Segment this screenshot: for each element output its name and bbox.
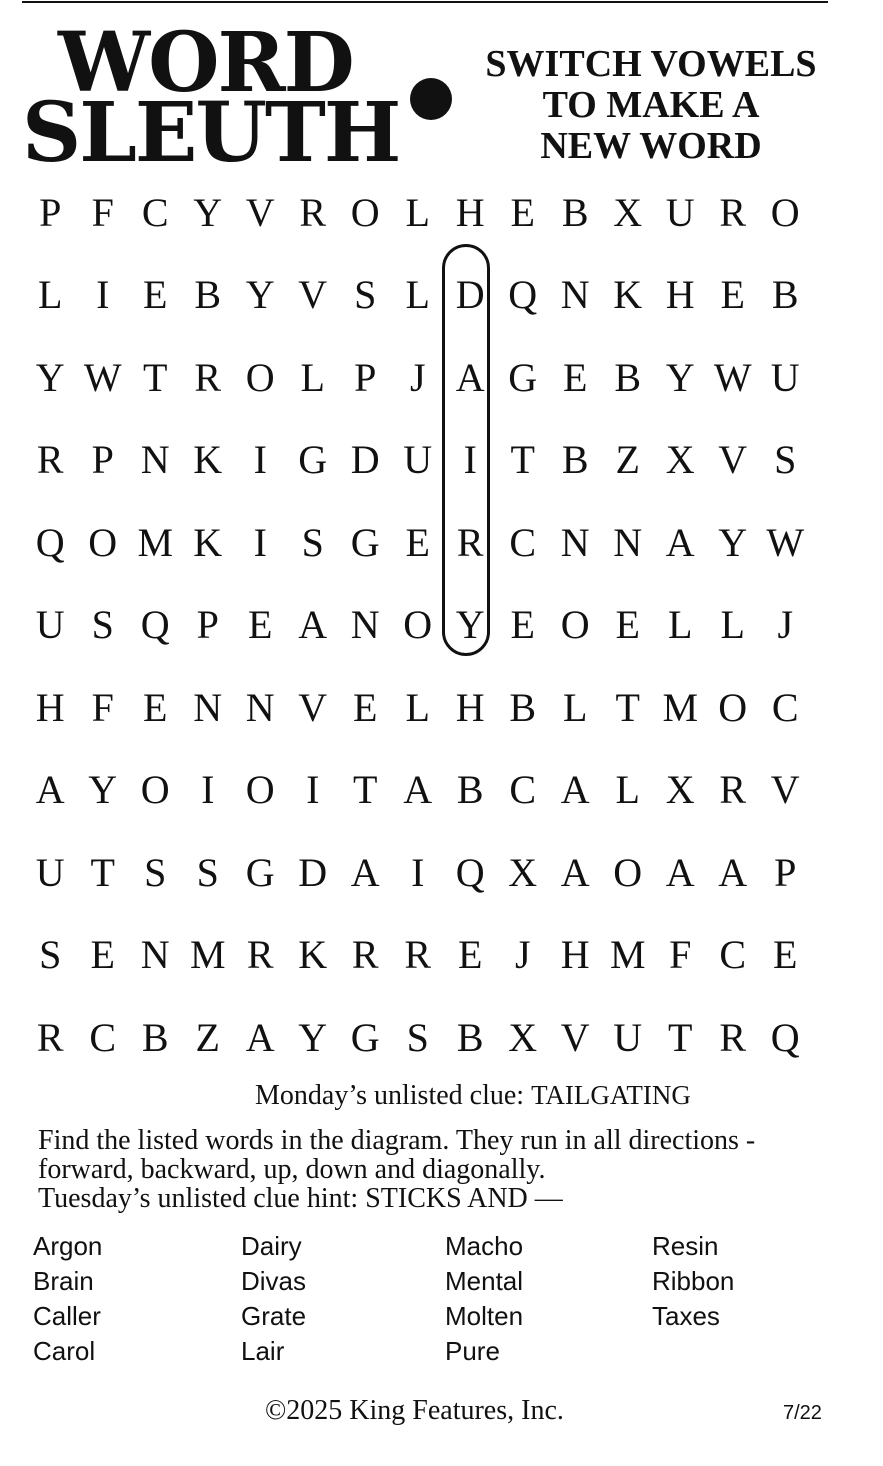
grid-letter[interactable]: O	[560, 602, 590, 647]
word-list-item: Mental	[445, 1266, 524, 1296]
grid-letter[interactable]: O	[770, 189, 800, 235]
grid-letter[interactable]: W	[83, 354, 122, 400]
grid-letter[interactable]: I	[201, 767, 215, 812]
grid-letter[interactable]: I	[253, 437, 267, 482]
grid-letter[interactable]: J	[409, 354, 426, 400]
word-list-item: Grate	[241, 1301, 307, 1331]
grid-letter[interactable]: E	[563, 354, 588, 400]
grid-letter[interactable]: S	[196, 849, 219, 895]
word-list-item: Dairy	[241, 1231, 302, 1261]
instructions-line: forward, backward, up, down and diagonally.	[38, 1154, 546, 1185]
grid-letter[interactable]: C	[141, 189, 169, 235]
grid-letter[interactable]: Q	[455, 849, 485, 895]
grid-letter[interactable]: X	[613, 189, 643, 235]
word-list-item: Caller	[33, 1301, 101, 1331]
grid-letter[interactable]: S	[354, 272, 377, 317]
grid-letter[interactable]: N	[560, 519, 590, 565]
grid-letter[interactable]: E	[405, 519, 430, 565]
grid-letter[interactable]: U	[665, 189, 695, 235]
grid-row	[24, 434, 812, 517]
logo-sleuth: SLEUTH	[22, 85, 400, 181]
monday-clue-answer: TAILGATING	[531, 1080, 691, 1110]
grid-letter[interactable]: C	[509, 767, 537, 812]
grid-letter[interactable]: B	[456, 767, 484, 812]
grid-letter[interactable]: O	[88, 519, 118, 565]
grid-letter[interactable]: R	[404, 932, 432, 977]
grid-letter[interactable]: P	[774, 849, 797, 895]
grid-letter[interactable]: K	[298, 932, 328, 977]
grid-letter[interactable]: X	[508, 849, 538, 895]
grid-letter[interactable]: Y	[455, 602, 485, 647]
grid-letter[interactable]: B	[614, 354, 642, 400]
word-list-item: Molten	[445, 1301, 524, 1331]
grid-letter[interactable]: R	[299, 189, 327, 235]
grid-letter[interactable]: R	[36, 1014, 64, 1060]
monday-clue	[255, 1080, 691, 1112]
grid-letter[interactable]: D	[455, 272, 485, 317]
grid-letter[interactable]: C	[719, 932, 747, 977]
grid-letter[interactable]: S	[301, 519, 324, 565]
instructions-line: Find the listed words in the diagram. They run in all directions -	[38, 1125, 756, 1156]
grid-letter[interactable]: T	[143, 354, 168, 400]
grid-letter[interactable]: E	[143, 272, 168, 317]
instructions	[38, 1126, 755, 1213]
word-column	[241, 1229, 445, 1369]
word-column	[33, 1229, 241, 1369]
grid-letter[interactable]: I	[306, 767, 320, 812]
grid-letter[interactable]: R	[351, 932, 379, 977]
grid-letter[interactable]: D	[298, 849, 328, 895]
grid-letter[interactable]: T	[615, 684, 640, 730]
logo-word: WORD	[58, 15, 353, 111]
grid-letter[interactable]: B	[771, 272, 799, 317]
grid-letter[interactable]: J	[514, 932, 531, 977]
grid-row	[24, 929, 812, 1012]
grid-letter[interactable]: L	[668, 602, 693, 647]
grid-letter[interactable]: T	[353, 767, 378, 812]
grid-letter[interactable]: E	[773, 932, 798, 977]
grid-letter[interactable]: V	[718, 437, 748, 482]
grid-letter[interactable]: Y	[88, 767, 118, 812]
grid-letter[interactable]: U	[35, 602, 65, 647]
word-list-item: Taxes	[652, 1301, 720, 1331]
grid-letter[interactable]: H	[560, 932, 590, 977]
grid-letter[interactable]: A	[298, 602, 328, 647]
grid-letter[interactable]: E	[510, 189, 535, 235]
grid-letter[interactable]: W	[766, 519, 805, 565]
word-list-item: Brain	[33, 1266, 94, 1296]
grid-letter[interactable]: O	[350, 189, 380, 235]
grid-letter[interactable]: E	[720, 272, 745, 317]
grid-letter[interactable]: M	[609, 932, 646, 977]
grid-letter[interactable]: V	[298, 684, 328, 730]
grid-letter[interactable]: T	[90, 849, 115, 895]
grid-letter[interactable]: G	[245, 849, 275, 895]
grid-letter[interactable]: E	[248, 602, 273, 647]
grid-letter[interactable]: R	[719, 1014, 747, 1060]
grid-letter[interactable]: P	[39, 189, 62, 235]
letter-grid	[24, 186, 812, 1094]
grid-letter[interactable]: A	[245, 1014, 275, 1060]
grid-letter[interactable]: N	[560, 272, 590, 317]
grid-letter[interactable]: Z	[195, 1014, 220, 1060]
grid-letter[interactable]: S	[406, 1014, 429, 1060]
grid-letter[interactable]: Z	[615, 437, 640, 482]
grid-letter[interactable]: I	[411, 849, 425, 895]
grid-letter[interactable]: L	[405, 684, 430, 730]
grid-letter[interactable]: R	[246, 932, 274, 977]
grid-letter[interactable]: W	[713, 354, 752, 400]
grid-letter[interactable]: J	[777, 602, 794, 647]
grid-letter[interactable]: Q	[140, 602, 170, 647]
grid-letter[interactable]: L	[720, 602, 745, 647]
grid-letter[interactable]: X	[508, 1014, 538, 1060]
word-sleuth-logo	[22, 15, 400, 181]
grid-letter[interactable]: K	[613, 272, 643, 317]
grid-row	[24, 764, 812, 847]
grid-letter[interactable]: O	[403, 602, 433, 647]
grid-letter[interactable]: Y	[35, 354, 65, 400]
bullet-dot	[410, 78, 452, 120]
grid-letter[interactable]: R	[36, 437, 64, 482]
word-list-item: Ribbon	[652, 1266, 735, 1296]
grid-letter[interactable]: N	[140, 932, 170, 977]
grid-letter[interactable]: G	[298, 437, 328, 482]
grid-letter[interactable]: S	[91, 602, 114, 647]
monday-clue-label: Monday’s unlisted clue:	[255, 1080, 525, 1111]
grid-letter[interactable]: B	[456, 1014, 484, 1060]
word-column	[445, 1229, 652, 1369]
grid-row	[24, 351, 812, 434]
grid-letter[interactable]: A	[455, 354, 485, 400]
grid-letter[interactable]: A	[665, 849, 695, 895]
grid-letter[interactable]: A	[350, 849, 380, 895]
grid-letter[interactable]: M	[137, 519, 174, 565]
grid-letter[interactable]: L	[405, 272, 430, 317]
grid-letter[interactable]: B	[141, 1014, 169, 1060]
grid-letter[interactable]: O	[140, 767, 170, 812]
grid-letter[interactable]: E	[615, 602, 640, 647]
word-list-item: Pure	[445, 1336, 500, 1366]
grid-letter[interactable]: Y	[718, 519, 748, 565]
grid-letter[interactable]: H	[455, 189, 485, 235]
theme-line: TO MAKE A	[542, 84, 760, 126]
grid-letter[interactable]: O	[613, 849, 643, 895]
grid-letter[interactable]: S	[144, 849, 167, 895]
word-list	[33, 1229, 734, 1369]
grid-letter[interactable]: B	[561, 437, 589, 482]
grid-letter[interactable]: S	[774, 437, 797, 482]
grid-letter[interactable]: E	[510, 602, 535, 647]
grid-letter[interactable]: I	[253, 519, 267, 565]
grid-row	[24, 599, 812, 682]
grid-row	[24, 516, 812, 599]
grid-letter[interactable]: E	[353, 684, 378, 730]
grid-letter[interactable]: C	[771, 684, 799, 730]
grid-row	[24, 269, 812, 352]
grid-letter[interactable]: F	[91, 684, 114, 730]
grid-row	[24, 186, 812, 269]
grid-letter[interactable]: G	[350, 1014, 380, 1060]
grid-row	[24, 846, 812, 929]
tuesday-hint-label: Tuesday’s unlisted clue hint:	[38, 1183, 359, 1214]
grid-letter[interactable]: R	[719, 189, 747, 235]
grid-letter[interactable]: E	[90, 932, 115, 977]
grid-letter[interactable]: E	[458, 932, 483, 977]
grid-letter[interactable]: Y	[245, 272, 275, 317]
grid-letter[interactable]: I	[463, 437, 477, 482]
grid-letter[interactable]: C	[509, 519, 537, 565]
grid-letter[interactable]: R	[194, 354, 222, 400]
grid-letter[interactable]: V	[770, 767, 800, 812]
word-list-item: Resin	[652, 1231, 719, 1261]
grid-letter[interactable]: S	[39, 932, 62, 977]
word-list-item: Macho	[445, 1231, 524, 1261]
grid-letter[interactable]: D	[350, 437, 380, 482]
grid-letter[interactable]: U	[770, 354, 800, 400]
grid-letter[interactable]: V	[560, 1014, 590, 1060]
tuesday-hint	[38, 1184, 755, 1213]
grid-letter[interactable]: A	[718, 849, 748, 895]
grid-letter[interactable]: A	[403, 767, 433, 812]
grid-letter[interactable]: T	[668, 1014, 693, 1060]
word-list-item: Lair	[241, 1336, 285, 1366]
grid-letter[interactable]: T	[510, 437, 535, 482]
grid-letter[interactable]: L	[563, 684, 588, 730]
example-answer-circle	[442, 244, 490, 656]
grid-letter[interactable]: H	[35, 684, 65, 730]
tuesday-hint-text: STICKS AND —	[365, 1183, 563, 1214]
grid-letter[interactable]: P	[196, 602, 219, 647]
grid-letter[interactable]: L	[405, 189, 430, 235]
grid-letter[interactable]: M	[662, 684, 699, 730]
puzzle-theme	[466, 44, 836, 167]
grid-letter[interactable]: Y	[298, 1014, 328, 1060]
grid-letter[interactable]: L	[615, 767, 640, 812]
grid-letter[interactable]: Q	[770, 1014, 800, 1060]
grid-letter[interactable]: N	[350, 602, 380, 647]
grid-letter[interactable]: F	[91, 189, 114, 235]
grid-letter[interactable]: R	[719, 767, 747, 812]
word-list-item: Argon	[33, 1231, 103, 1261]
grid-letter[interactable]: C	[89, 1014, 117, 1060]
word-list-item: Divas	[241, 1266, 307, 1296]
grid-letter[interactable]: B	[561, 189, 589, 235]
grid-letter[interactable]: A	[35, 767, 65, 812]
grid-letter[interactable]: O	[718, 684, 748, 730]
word-column	[652, 1229, 734, 1369]
grid-letter[interactable]: I	[96, 272, 110, 317]
grid-letter[interactable]: O	[245, 767, 275, 812]
grid-letter[interactable]: M	[189, 932, 226, 977]
grid-letter[interactable]: X	[665, 437, 695, 482]
grid-letter[interactable]: G	[350, 519, 380, 565]
grid-letter[interactable]: Q	[35, 519, 65, 565]
grid-letter[interactable]: U	[613, 1014, 643, 1060]
grid-letter[interactable]: U	[35, 849, 65, 895]
grid-letter[interactable]: B	[194, 272, 222, 317]
grid-letter[interactable]: K	[193, 519, 223, 565]
date-code: 7/22	[783, 1402, 822, 1424]
grid-letter[interactable]: Y	[665, 354, 695, 400]
grid-letter[interactable]: Y	[193, 189, 223, 235]
grid-letter[interactable]: G	[508, 354, 538, 400]
grid-letter[interactable]: H	[665, 272, 695, 317]
grid-letter[interactable]: K	[193, 437, 223, 482]
grid-letter[interactable]: N	[140, 437, 170, 482]
grid-letter[interactable]: A	[560, 767, 590, 812]
grid-letter[interactable]: R	[456, 519, 484, 565]
grid-letter[interactable]: U	[403, 437, 433, 482]
grid-letter[interactable]: A	[560, 849, 590, 895]
grid-letter[interactable]: X	[665, 767, 695, 812]
top-rule	[22, 1, 828, 3]
grid-letter[interactable]: E	[143, 684, 168, 730]
grid-letter[interactable]: A	[665, 519, 695, 565]
grid-letter[interactable]: N	[193, 684, 223, 730]
grid-letter[interactable]: L	[300, 354, 325, 400]
grid-letter[interactable]: H	[455, 684, 485, 730]
grid-letter[interactable]: P	[91, 437, 114, 482]
grid-letter[interactable]: V	[298, 272, 328, 317]
grid-letter[interactable]: O	[245, 354, 275, 400]
grid-letter[interactable]: B	[509, 684, 537, 730]
grid-letter[interactable]: N	[245, 684, 275, 730]
grid-letter[interactable]: N	[613, 519, 643, 565]
copyright: ©2025 King Features, Inc.	[265, 1395, 564, 1426]
grid-letter[interactable]: L	[38, 272, 63, 317]
grid-letter[interactable]: Q	[508, 272, 538, 317]
grid-letter[interactable]: F	[669, 932, 692, 977]
theme-line: NEW WORD	[540, 125, 762, 167]
grid-row	[24, 681, 812, 764]
word-list-item: Carol	[33, 1336, 96, 1366]
grid-letter[interactable]: V	[245, 189, 275, 235]
grid-letter[interactable]: P	[354, 354, 377, 400]
theme-line: SWITCH VOWELS	[485, 43, 817, 85]
